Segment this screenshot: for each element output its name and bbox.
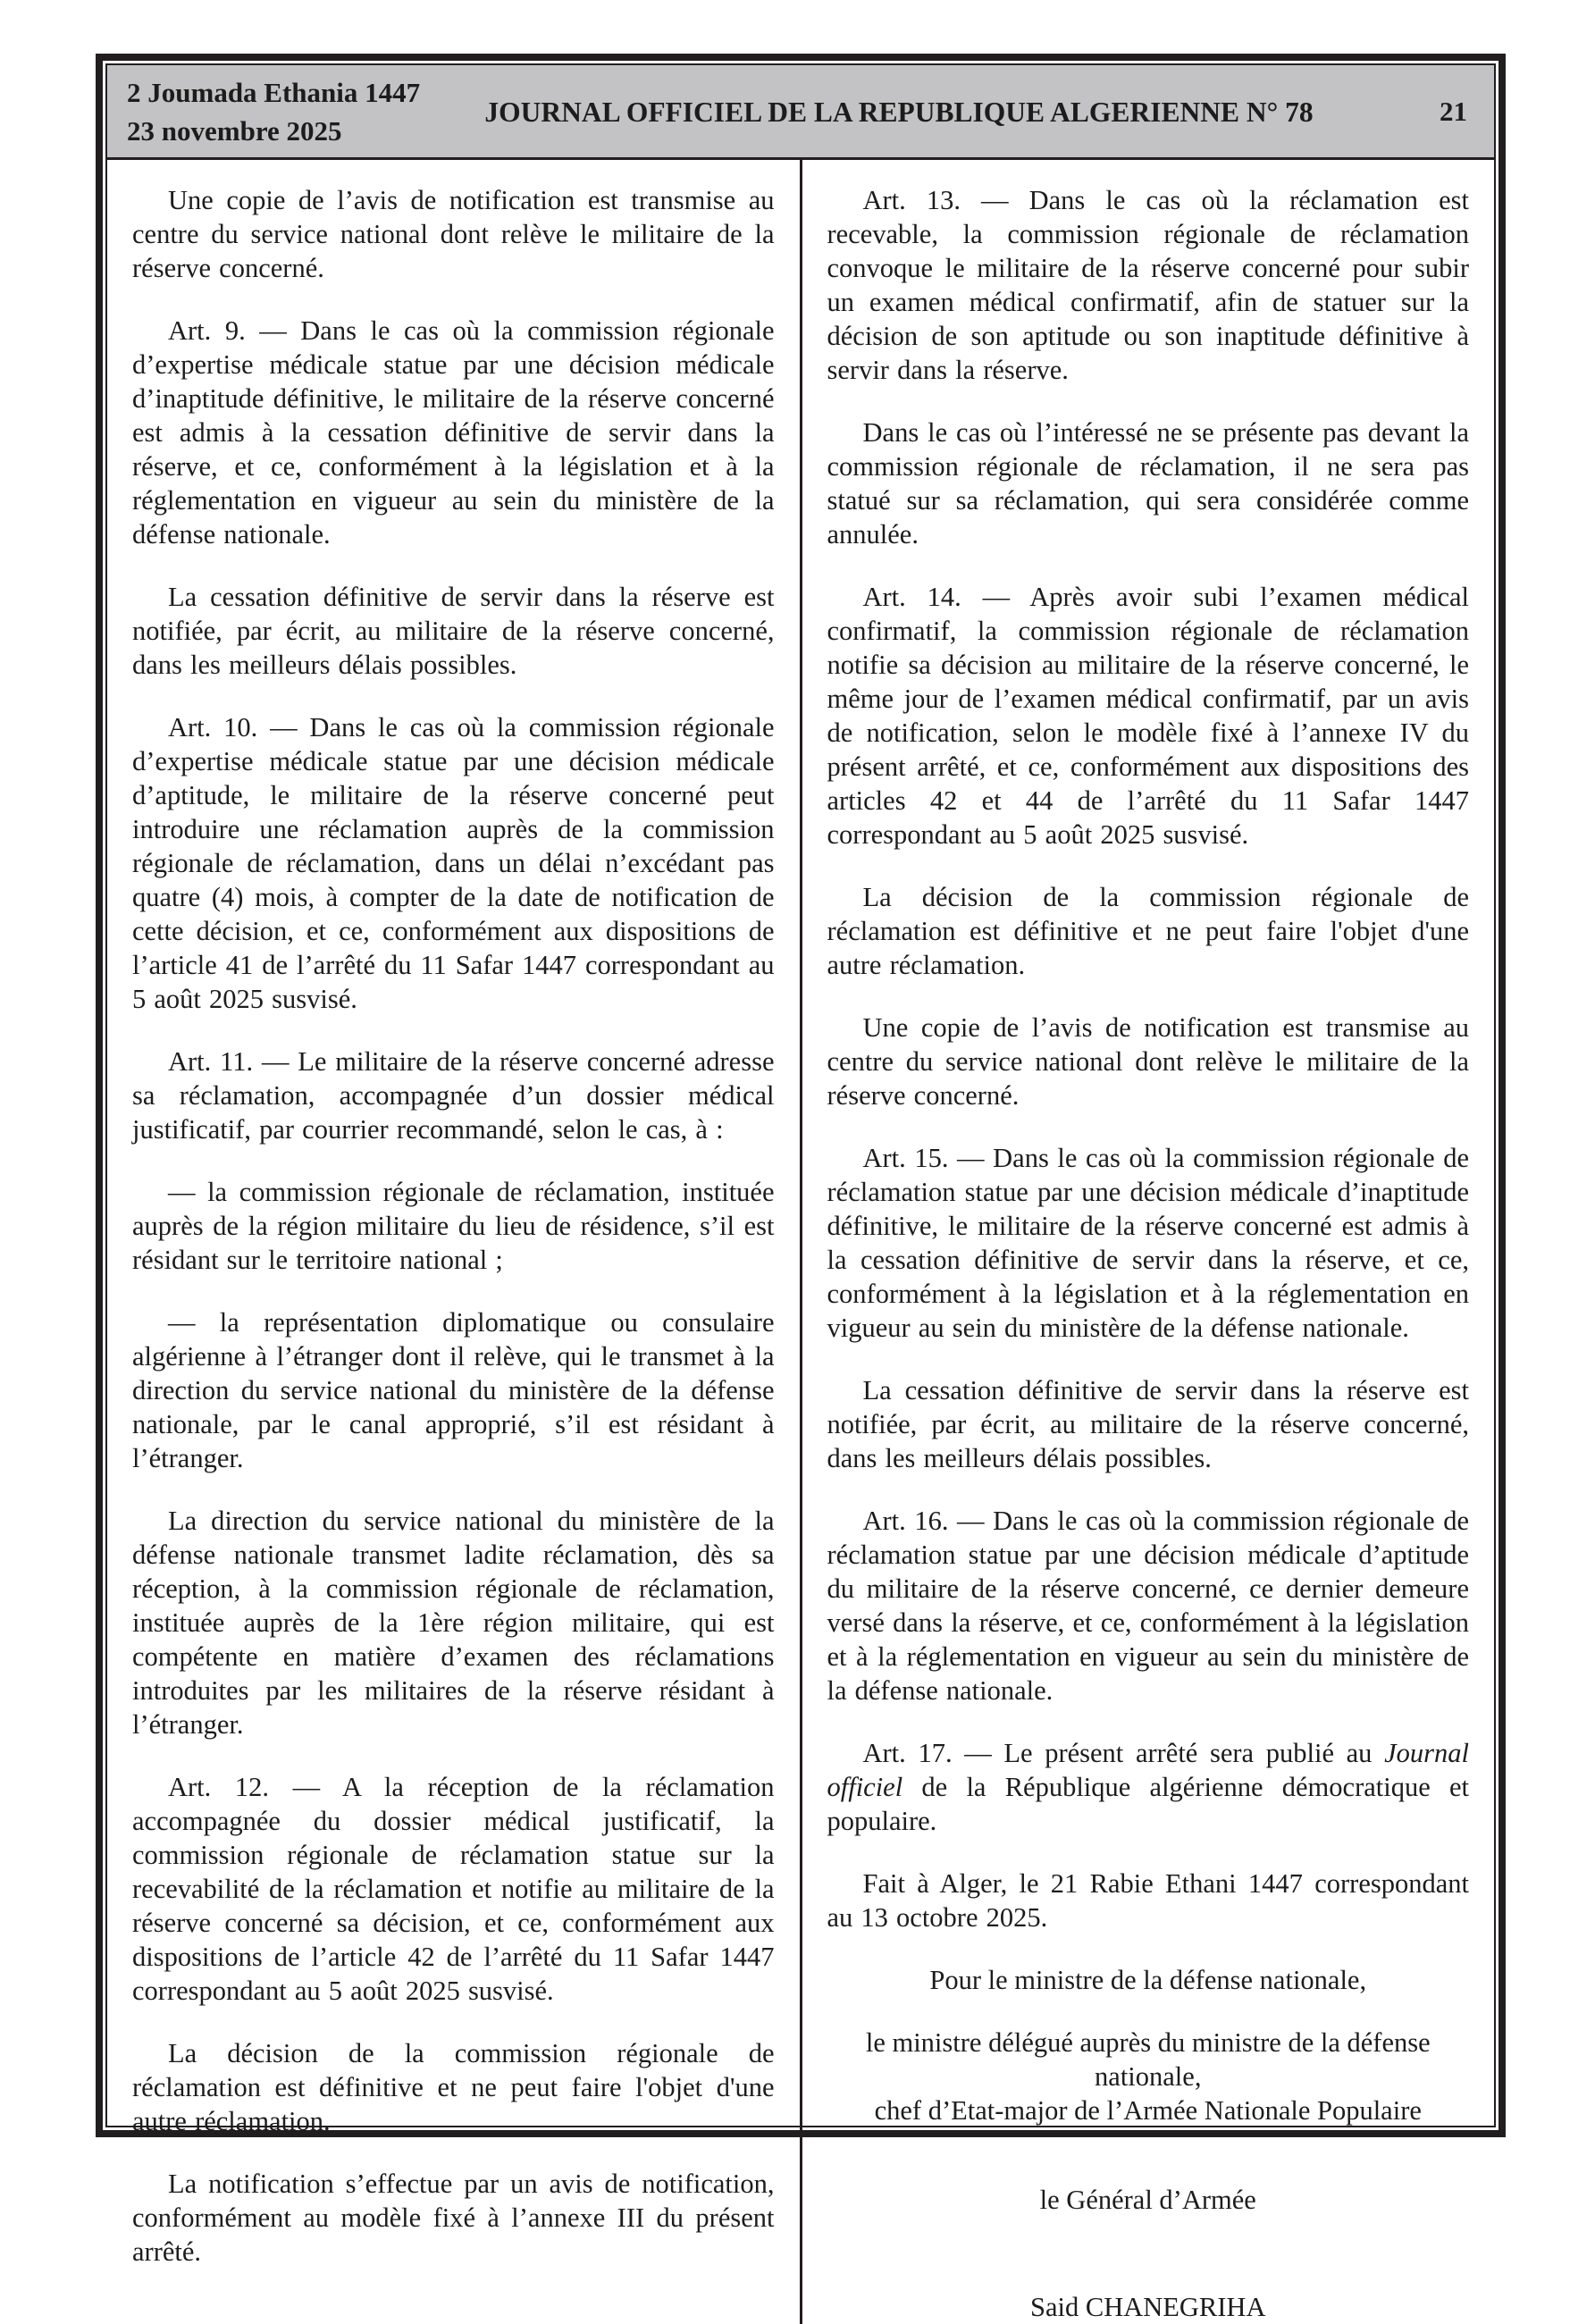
text-run: Art. 15. — Dans le cas où la commission régionale de réclamation statue par une décision médicale d’inaptitude définitive, le militaire de la réserve concerné est admis à la cessation définitive de servir dans la réserve, et ce, conformément à la législation et à la réglementation en vigueur au sein du ministère de la défense nationale. [827, 1143, 1469, 1343]
text-run: Une copie de l’avis de notification est transmise au centre du service national dont relève le militaire de la réserve concerné. [132, 185, 775, 283]
paragraph-cessation-notifiee [827, 1373, 1470, 1475]
text-run: La notification s’effectue par un avis de notification, conformément au modèle fixé à l’annexe III du présent arrêté. [132, 2169, 775, 2267]
article-15 [827, 1141, 1470, 1345]
page-number: 21 [1440, 95, 1467, 127]
article-11 [132, 1045, 775, 1146]
article-17 [827, 1736, 1470, 1838]
signature-ministre-delegue [827, 2026, 1470, 2127]
page-content [107, 160, 1494, 2324]
page-frame-outer [96, 54, 1506, 2322]
left-column [107, 160, 800, 2324]
paragraph-fait-a-alger [827, 1867, 1470, 1934]
text-run: Art. 12. — A la réception de la réclamation accompagnée du dossier médical justificatif, la commission régionale de réclamation statue sur la recevabilité de la réclamation et notifie au militaire de la réserve concerné sa décision, et ce, conformément aux dispositions de l’article 42 de l’arrêté du 11 Safar 1447 correspondant au 5 août 2025 susvisé. [132, 1772, 775, 2006]
text-run: Art. 9. — Dans le cas où la commission régionale d’expertise médicale statue par une décision médicale d’inaptitude définitive, le militaire de la réserve concerné est admis à la cessation définitive de servir dans la réserve, et ce, conformément à la législation et à la réglementation en vigueur au sein du ministère de la défense nationale. [132, 315, 775, 550]
article-13 [827, 183, 1470, 387]
text-run: La décision de la commission régionale de réclamation est définitive et ne peut faire l'objet d'une autre réclamation. [827, 882, 1469, 980]
right-column [802, 160, 1495, 2324]
text-run: La décision de la commission régionale de réclamation est définitive et ne peut faire l'objet d'une autre réclamation. [132, 2038, 775, 2136]
text-run: Art. 11. — Le militaire de la réserve concerné adresse sa réclamation, accompagnée d’un dossier médical justificatif, par courrier recommandé, selon le cas, à : [132, 1046, 775, 1145]
paragraph-decision-definitive [827, 880, 1470, 982]
text-run: Art. 10. — Dans le cas où la commission régionale d’expertise médicale statue par une décision médicale d’aptitude, le militaire de la réserve concerné peut introduire une réclamation auprès de la commission régionale de réclamation, dans un délai n’excédant pas quatre (4) mois, à compter de la date de notification de cette décision, et ce, conformément aux dispositions de l’article 41 de l’arrêté du 11 Safar 1447 correspondant au 5 août 2025 susvisé. [132, 712, 775, 1014]
paragraph-direction-service [132, 1504, 775, 1741]
paragraph-copy-avis [132, 183, 775, 285]
text-run: le Général d’Armée [1039, 2185, 1256, 2215]
text-run: chef d’Etat-major de l’Armée Nationale Populaire [874, 2095, 1422, 2126]
text-run: Art. 14. — Après avoir subi l’examen médical confirmatif, la commission régionale de réclamation notifie sa décision au militaire de la réserve concerné, le même jour de l’examen médical confirmatif, par un avis de notification, selon le modèle fixé à l’annexe IV du présent arrêté, et ce, conformément aux dispositions des articles 42 et 44 de l’arrêté du 11 Safar 1447 correspondant au 5 août 2025 susvisé. [827, 582, 1469, 850]
paragraph-cessation-notifiee [132, 580, 775, 682]
text-run: — la représentation diplomatique ou consulaire algérienne à l’étranger dont il relève, qui le transmet à la direction du service national du ministère de la défense nationale, par le canal approprié, s’il est résidant à l’étranger. [132, 1307, 775, 1473]
list-item-representation [132, 1305, 775, 1475]
signature-pour-le-ministre [827, 1963, 1470, 1997]
text-run: le ministre délégué auprès du ministre de la défense nationale, [865, 2027, 1431, 2092]
article-12 [132, 1770, 775, 2008]
text-run: Art. 13. — Dans le cas où la réclamation est recevable, la commission régionale de réclamation convoque le militaire de la réserve concerné pour subir un examen médical confirmatif, afin de statuer sur la décision de son aptitude ou son inaptitude définitive à servir dans la réserve. [827, 185, 1469, 385]
text-run: La cessation définitive de servir dans la réserve est notifiée, par écrit, au militaire de la réserve concerné, dans les meilleurs délais possibles. [132, 582, 775, 680]
article-16 [827, 1504, 1470, 1707]
list-item-commission [132, 1175, 775, 1277]
paragraph-decision-definitive [132, 2036, 775, 2138]
text-run: Une copie de l’avis de notification est transmise au centre du service national dont relève le militaire de la réserve concerné. [827, 1012, 1469, 1111]
text-run: Said CHANEGRIHA [1030, 2292, 1266, 2322]
text-run: Art. 17. — Le présent arrêté sera publié au [862, 1738, 1385, 1768]
text-run: de la République algérienne démocratique et populaire. [827, 1772, 1469, 1836]
text-run: Pour le ministre de la défense nationale, [929, 1965, 1367, 1995]
paragraph-notification-annexe-3 [132, 2167, 775, 2269]
text-run: La direction du service national du ministère de la défense nationale transmet ladite réclamation, dès sa réception, à la commission régionale de réclamation, instituée auprès de la 1ère région militaire, qui est compétente en matière d’examen des réclamations introduites par les militaires de la réserve résidant à l’étranger. [132, 1506, 775, 1740]
page-frame-inner [105, 63, 1496, 2322]
text-run: Fait à Alger, le 21 Rabie Ethani 1447 correspondant au 13 octobre 2025. [827, 1868, 1469, 1933]
text-run: Dans le cas où l’intéressé ne se présente pas devant la commission régionale de réclamation, il ne sera pas statué sur sa réclamation, qui sera considérée comme annulée. [827, 417, 1469, 550]
text-run: Art. 16. — Dans le cas où la commission régionale de réclamation statue par une décision médicale d’aptitude du militaire de la réserve concerné, ce dernier demeure versé dans la réserve, et ce, conformément à la législation et à la réglementation en vigueur au sein du ministère de la défense nationale. [827, 1506, 1469, 1706]
article-14 [827, 580, 1470, 852]
text-run: La cessation définitive de servir dans la réserve est notifiée, par écrit, au militaire de la réserve concerné, dans les meilleurs délais possibles. [827, 1375, 1469, 1473]
signature-nom [827, 2290, 1470, 2324]
article-10 [132, 710, 775, 1016]
date-block [107, 73, 420, 150]
signature-grade [827, 2183, 1470, 2217]
paragraph-interesse-absent [827, 415, 1470, 551]
italic-text-run: Journal officiel [827, 1738, 1469, 1802]
text-run: — la commission régionale de réclamation, instituée auprès de la région militaire du lieu de résidence, s’il est résidant sur le territoire national ; [132, 1177, 775, 1275]
masthead [107, 65, 1494, 160]
hijri-date: 2 Joumada Ethania 1447 [127, 76, 421, 108]
paragraph-copy-avis [827, 1011, 1470, 1112]
journal-title: JOURNAL OFFICIEL DE LA REPUBLIQUE ALGERIENNE N° 78 [484, 96, 1314, 128]
gregorian-date: 23 novembre 2025 [127, 114, 342, 147]
article-9 [132, 314, 775, 551]
